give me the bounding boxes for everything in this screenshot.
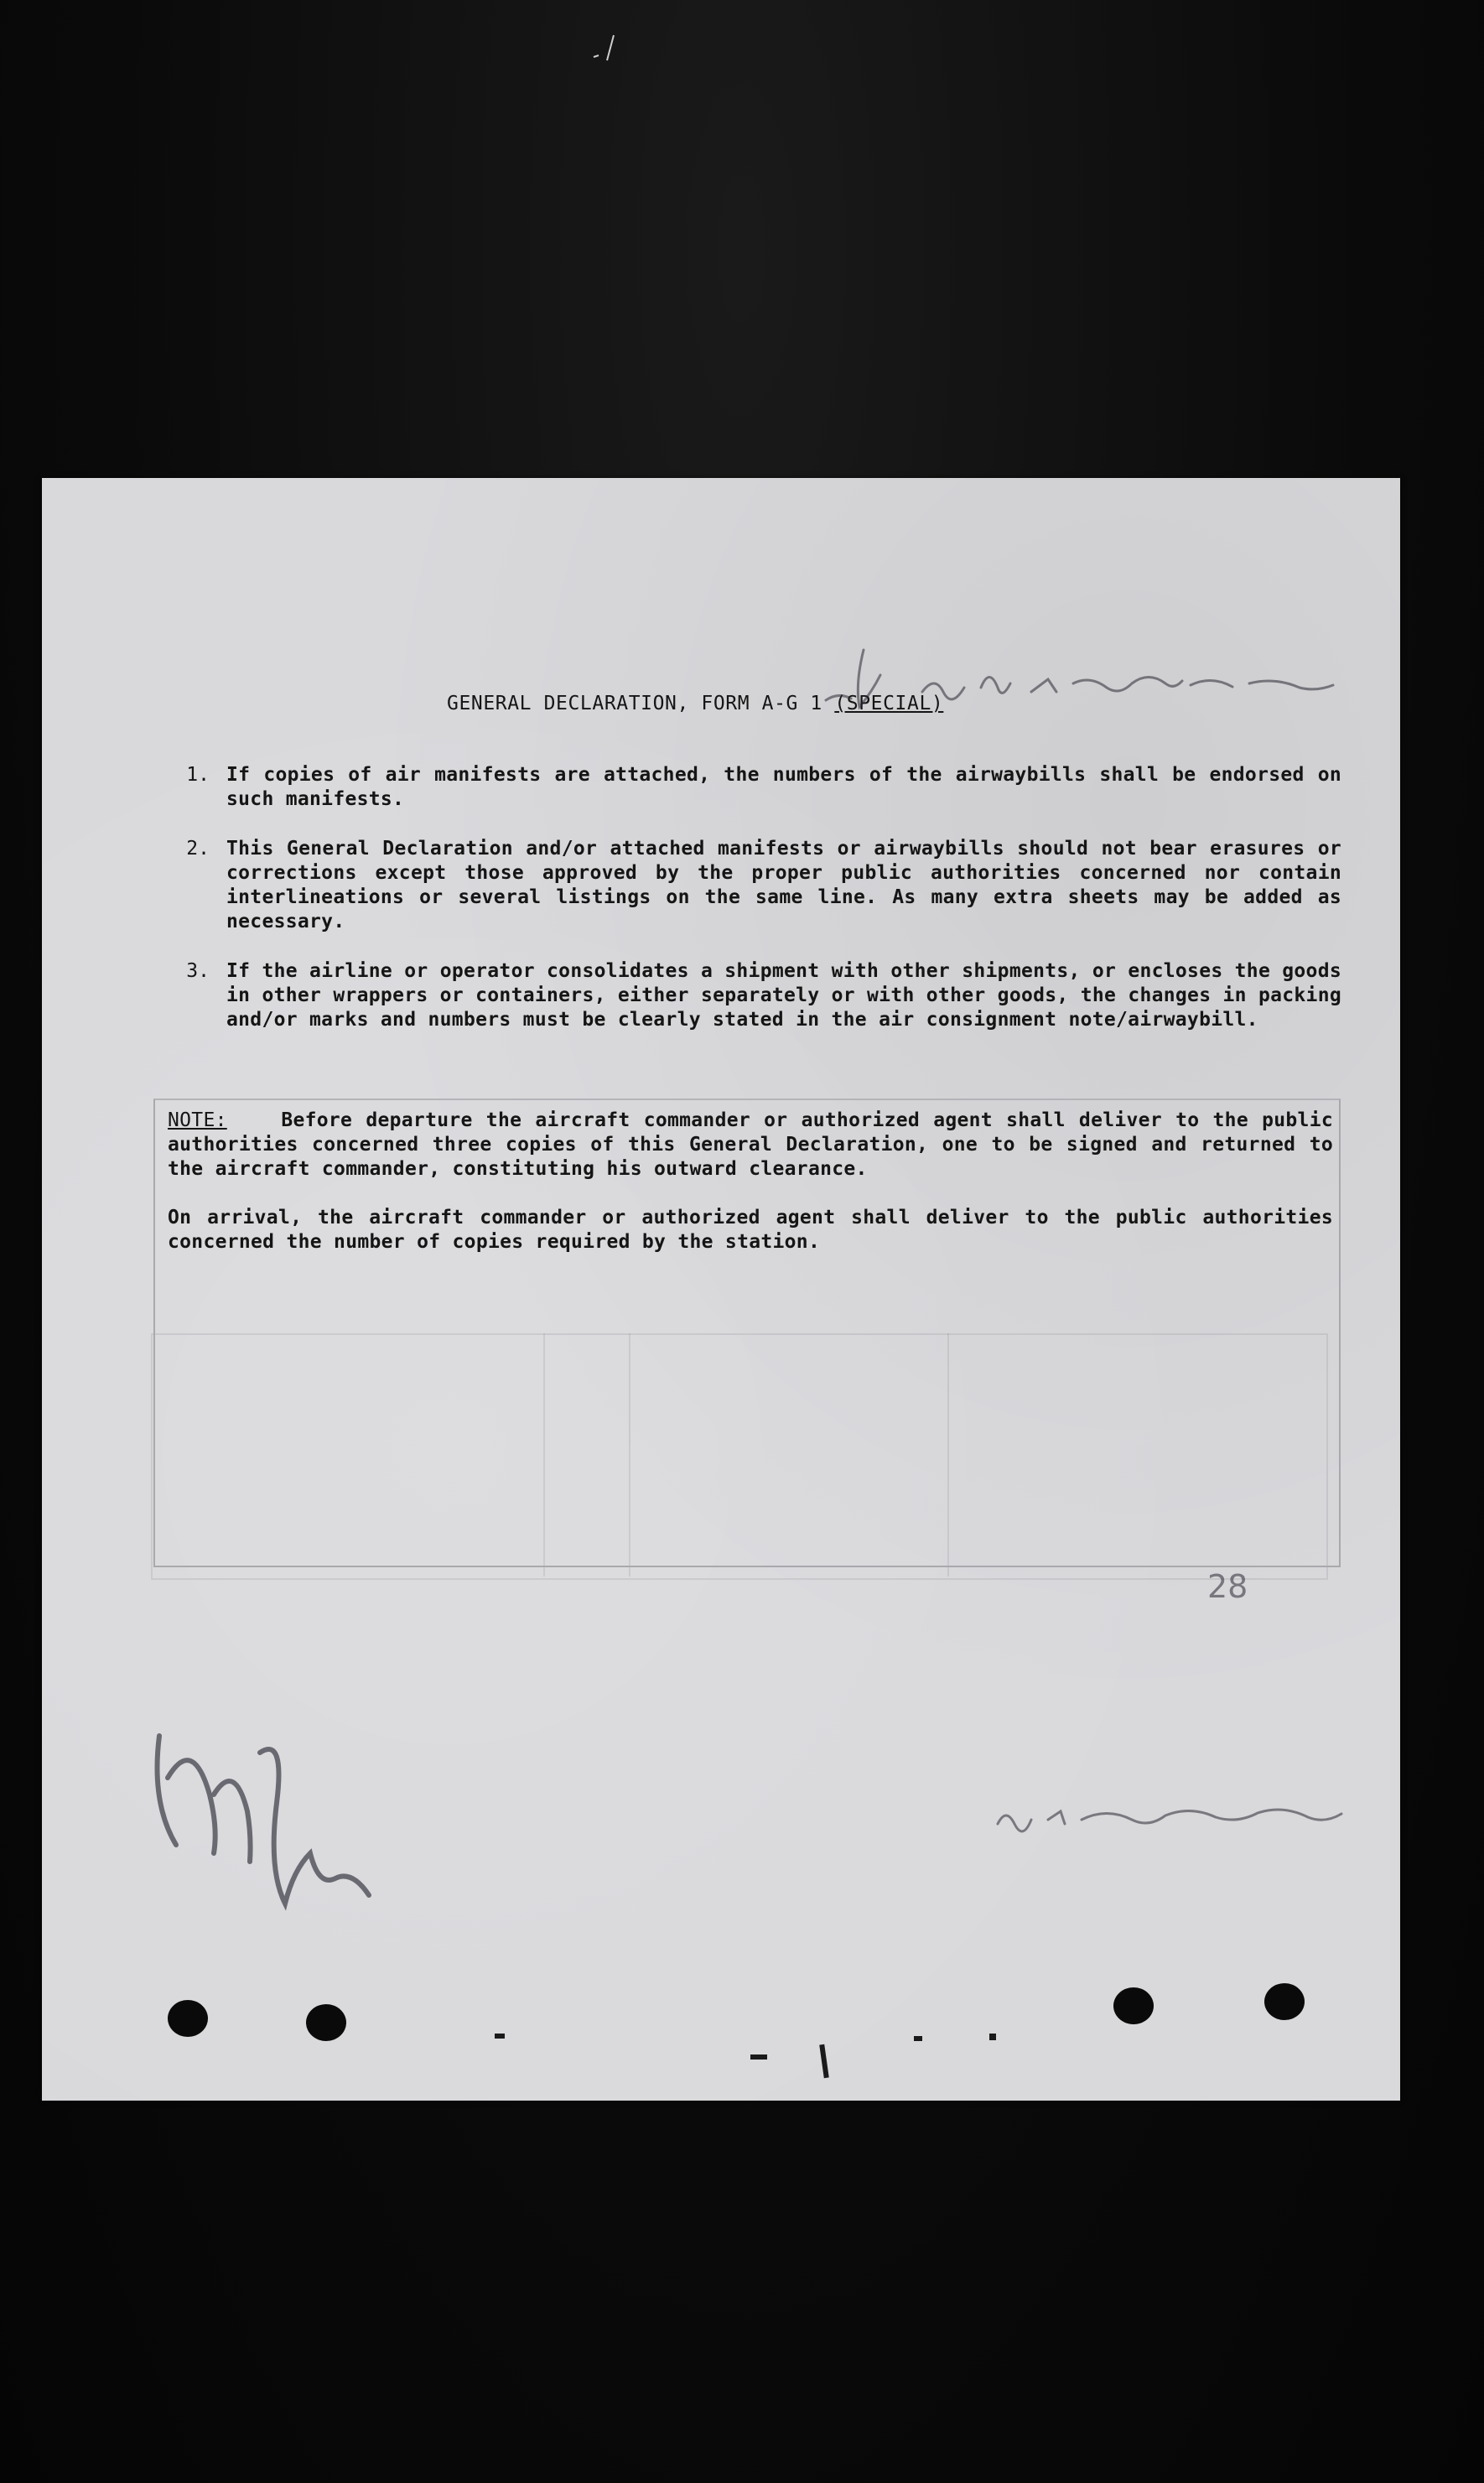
- handwritten-annotation: [989, 1795, 1367, 1845]
- note-text: Before departure the aircraft commander or authorized agent shall deliver to the public authorities concerned three copies of this General Declaration, one to be signed and returned to the aircraft commander, constituting his outward clearance.: [168, 1109, 1333, 1180]
- form-title-prefix: GENERAL DECLARATION, FORM A-G 1: [447, 693, 835, 714]
- item-text: If copies of air manifests are attached, the numbers of the airwaybills shall be endorsed on such manifests.: [226, 764, 1341, 810]
- item-number: 3.: [186, 960, 210, 982]
- handwritten-annotation: [822, 642, 1358, 717]
- handwritten-signature: [143, 1702, 461, 1954]
- list-item: [151, 837, 1341, 934]
- scan-speck: [819, 2044, 829, 2078]
- punch-hole: [1264, 1983, 1305, 2020]
- item-text: This General Declaration and/or attached manifests or airwaybills should not bear erasures or corrections except those approved by the proper public authorities concerned nor contain interlineations or several listings on the same line. As many extra sheets may be added as necessary.: [226, 838, 1341, 932]
- list-item: [151, 763, 1341, 812]
- note-label: NOTE:: [168, 1109, 227, 1131]
- punch-hole: [306, 2004, 346, 2041]
- scan-speck: [914, 2036, 922, 2041]
- list-item: [151, 959, 1341, 1032]
- note-paragraph: [168, 1109, 1333, 1182]
- form-title-special: (SPECIAL): [834, 693, 944, 714]
- scan-speck: [750, 2054, 767, 2060]
- note-section: [168, 1109, 1333, 1279]
- item-text: If the airline or operator consolidates a shipment with other shipments, or encloses the goods in other wrappers or containers, either separately or with other goods, the changes in packing and/or marks and numbers must be clearly stated in the air consignment note/airwaybill.: [226, 960, 1341, 1031]
- punch-hole: [1113, 1987, 1154, 2024]
- item-number: 1.: [186, 764, 210, 786]
- instructions-list: [151, 763, 1341, 1057]
- page-number: 28: [1207, 1568, 1248, 1605]
- punch-hole: [168, 2000, 208, 2037]
- arrival-paragraph: On arrival, the aircraft commander or authorized agent shall deliver to the public authorities concerned the number of copies required by the station.: [168, 1207, 1333, 1253]
- item-number: 2.: [186, 838, 210, 860]
- scan-speck: [495, 2034, 505, 2039]
- document-page: [42, 478, 1400, 2101]
- ink-mark: [587, 32, 620, 65]
- scan-speck: [989, 2034, 996, 2040]
